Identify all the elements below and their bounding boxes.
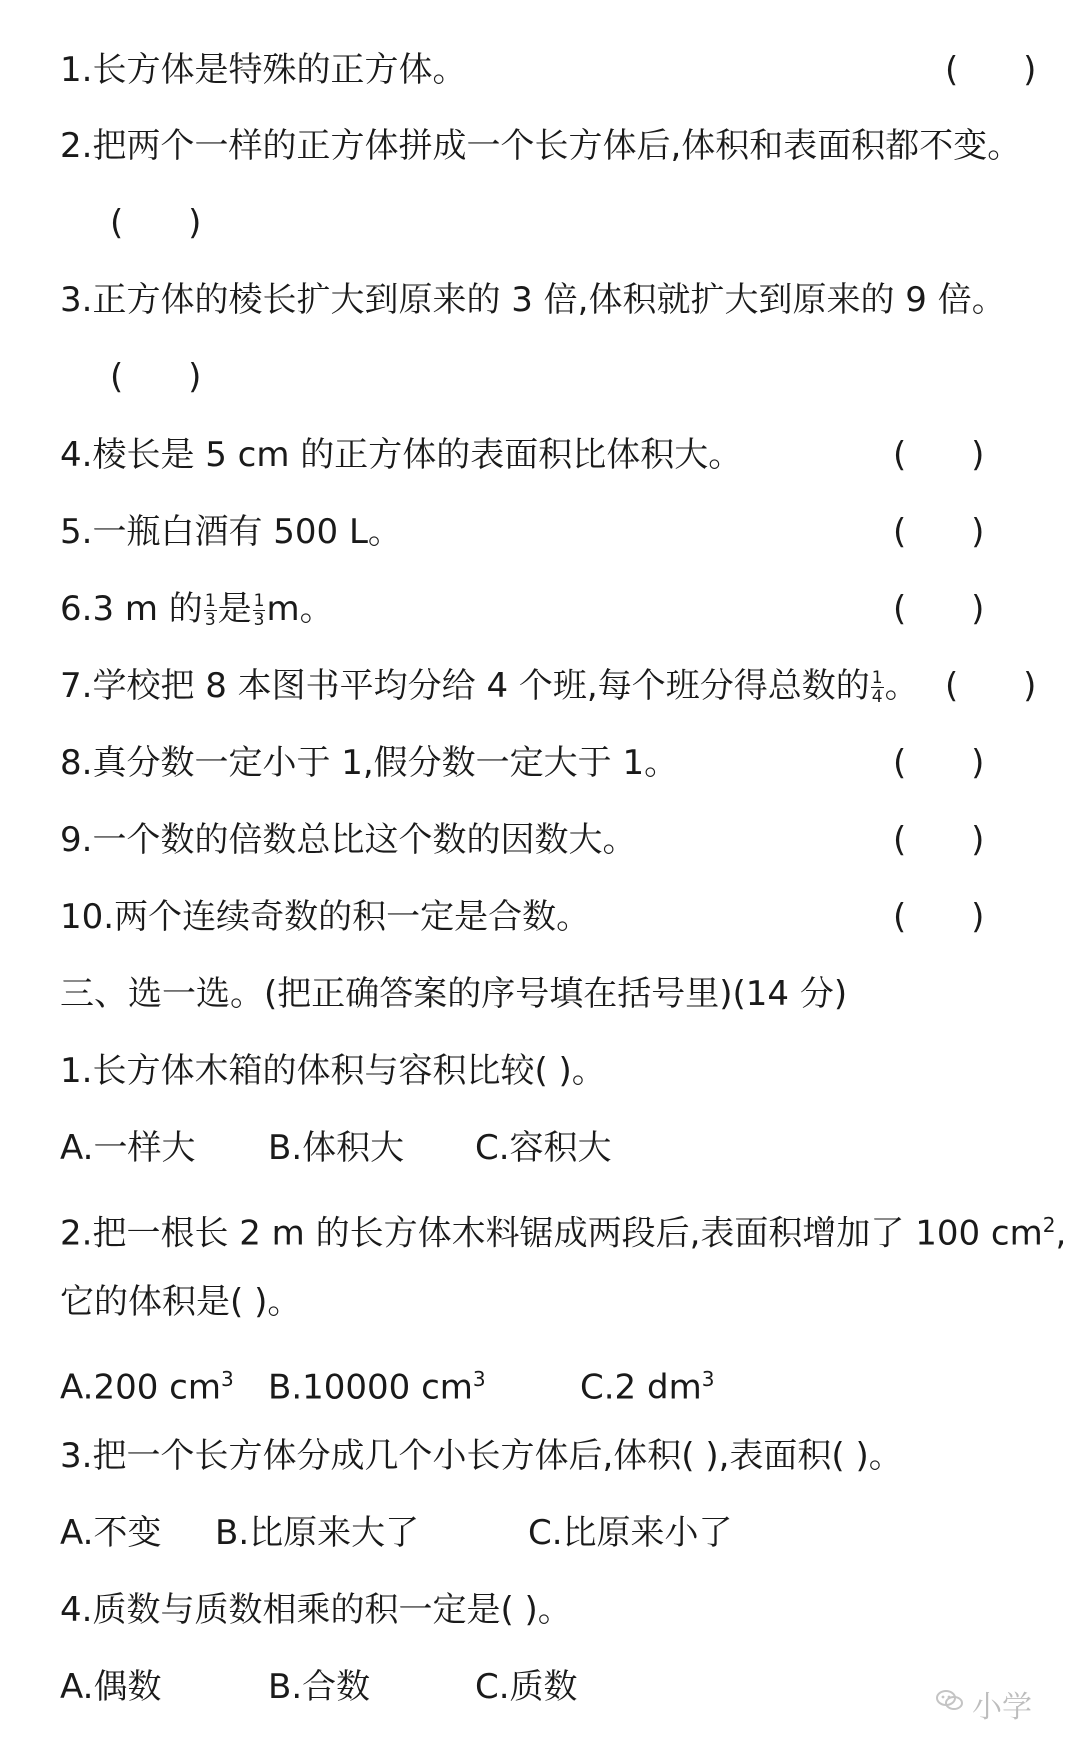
superscript: 3	[221, 1367, 234, 1391]
choice-q2-text: 2.把一根长 2 m 的长方体木料锯成两段后,表面积增加了 100 cm	[60, 1213, 1043, 1254]
answer-paren-q10[interactable]: ( )	[893, 897, 985, 937]
answer-paren-q8[interactable]: ( )	[893, 743, 985, 783]
watermark-text: 小学	[972, 1690, 1032, 1725]
fraction-numerator: 1	[253, 591, 265, 611]
judge-q9: 9.一个数的倍数总比这个数的因数大。	[60, 820, 637, 860]
option-text: B.10000 cm	[268, 1367, 473, 1408]
choice-q2-line2: 它的体积是( )。	[60, 1282, 302, 1322]
judge-q4: 4.棱长是 5 cm 的正方体的表面积比体积大。	[60, 435, 743, 475]
judge-q7-suffix: 。	[884, 666, 919, 706]
judge-q6-mid: 是	[217, 589, 252, 629]
answer-paren-q6[interactable]: ( )	[893, 589, 985, 629]
answer-paren-q5[interactable]: ( )	[893, 512, 985, 552]
judge-q7	[60, 664, 919, 708]
wechat-icon	[935, 1688, 965, 1712]
choice-q4-option-b[interactable]: B.合数	[268, 1667, 371, 1707]
judge-q2: 2.把两个一样的正方体拼成一个长方体后,体积和表面积都不变。	[60, 126, 1022, 166]
choice-q2-option-b[interactable]	[268, 1357, 486, 1409]
choice-q2-option-a[interactable]	[60, 1357, 234, 1409]
option-text: A.200 cm	[60, 1367, 221, 1408]
choice-q3-option-c[interactable]: C.比原来小了	[528, 1513, 733, 1553]
fraction-denominator: 4	[871, 687, 883, 707]
choice-q2-option-c[interactable]	[580, 1357, 714, 1409]
fraction-denominator: 3	[204, 610, 216, 630]
choice-q2-line1	[60, 1203, 1066, 1255]
superscript: 2	[1042, 1213, 1056, 1237]
answer-paren-q9[interactable]: ( )	[893, 820, 985, 860]
choice-q4-option-a[interactable]: A.偶数	[60, 1667, 162, 1707]
choice-q4-option-c[interactable]: C.质数	[475, 1667, 578, 1707]
option-text: C.2 dm	[580, 1367, 702, 1408]
fraction-one-quarter	[871, 669, 884, 706]
judge-q1: 1.长方体是特殊的正方体。	[60, 50, 467, 90]
choice-q3-option-b[interactable]: B.比原来大了	[215, 1513, 420, 1553]
answer-paren-q7[interactable]: ( )	[945, 666, 1037, 706]
fraction-denominator: 3	[253, 610, 265, 630]
judge-q6	[60, 587, 334, 631]
answer-paren-q2[interactable]: ( )	[110, 203, 202, 243]
superscript: 3	[701, 1367, 715, 1391]
answer-paren-q1[interactable]: ( )	[945, 50, 1037, 90]
choice-q1-option-a[interactable]: A.一样大	[60, 1128, 196, 1168]
choice-q1-option-c[interactable]: C.容积大	[475, 1128, 612, 1168]
judge-q3: 3.正方体的棱长扩大到原来的 3 倍,体积就扩大到原来的 9 倍。	[60, 280, 1006, 320]
choice-q2-comma: ,	[1055, 1213, 1067, 1254]
judge-q5: 5.一瓶白酒有 500 L。	[60, 512, 402, 552]
choice-q4: 4.质数与质数相乘的积一定是( )。	[60, 1590, 572, 1630]
choice-q3-option-a[interactable]: A.不变	[60, 1513, 162, 1553]
judge-q7-prefix: 7.学校把 8 本图书平均分给 4 个班,每个班分得总数的	[60, 666, 870, 706]
fraction-one-third	[204, 592, 217, 629]
judge-q10: 10.两个连续奇数的积一定是合数。	[60, 897, 591, 937]
choice-q3: 3.把一个长方体分成几个小长方体后,体积( ),表面积( )。	[60, 1436, 903, 1476]
answer-paren-q3[interactable]: ( )	[110, 357, 202, 397]
section-title: 三、选一选。(把正确答案的序号填在括号里)(14 分)	[60, 974, 848, 1014]
fraction-numerator: 1	[204, 591, 216, 611]
choice-q1: 1.长方体木箱的体积与容积比较( )。	[60, 1051, 606, 1091]
superscript: 3	[472, 1367, 486, 1391]
answer-paren-q4[interactable]: ( )	[893, 435, 985, 475]
judge-q6-prefix: 6.3 m 的	[60, 589, 203, 629]
choice-q1-option-b[interactable]: B.体积大	[268, 1128, 405, 1168]
judge-q6-suffix: m。	[266, 589, 334, 629]
fraction-numerator: 1	[871, 668, 883, 688]
fraction-one-third	[253, 592, 266, 629]
judge-q8: 8.真分数一定小于 1,假分数一定大于 1。	[60, 743, 679, 783]
